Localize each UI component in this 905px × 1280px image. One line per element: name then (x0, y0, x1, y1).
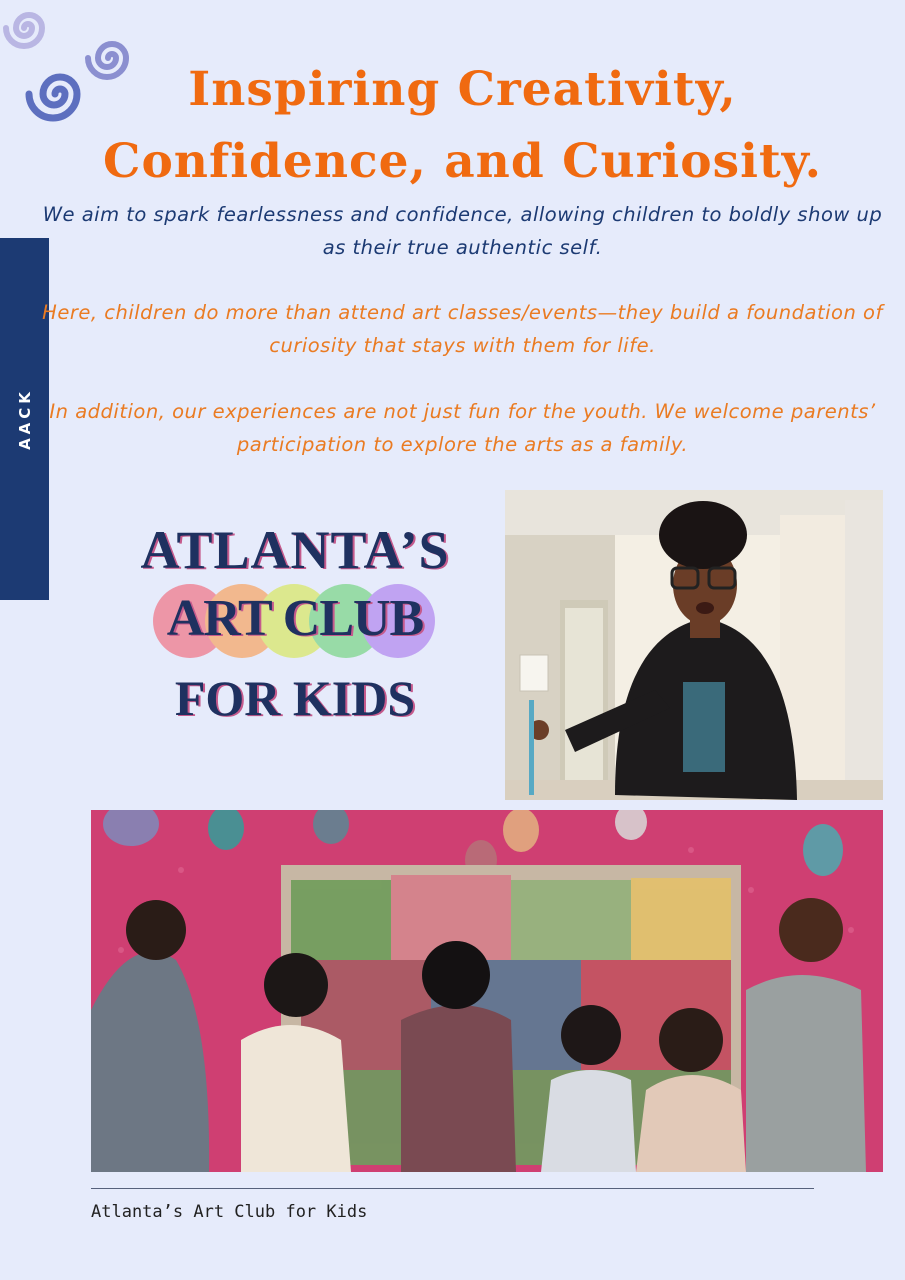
family-paragraph: In addition, our experiences are not just fun for the youth. We welcome parents’ participation to explore the arts as a family. (49, 400, 876, 456)
footer-text: Atlanta’s Art Club for Kids (91, 1202, 368, 1222)
headline-line-2: Confidence, and Curiosity. (103, 134, 822, 189)
headline-line-1: Inspiring Creativity, (188, 62, 737, 117)
curiosity-paragraph: Here, children do more than attend art classes/events—they build a foundation of curiosity that stays with them for life. (42, 301, 883, 357)
side-tab-label: AACK (15, 388, 34, 450)
logo-line-1: ATLANTA’S (140, 520, 450, 580)
footer-divider (91, 1188, 814, 1189)
gallery-group-photo (91, 810, 883, 1172)
club-logo (130, 505, 460, 735)
page-headline (40, 54, 885, 198)
mission-paragraph: We aim to spark fearlessness and confidence, allowing children to boldly show up as their true authentic self. (42, 203, 883, 259)
logo-line-2: ART CLUB (166, 590, 424, 647)
logo-line-3: FOR KIDS (174, 670, 416, 726)
instructor-photo (505, 490, 883, 800)
